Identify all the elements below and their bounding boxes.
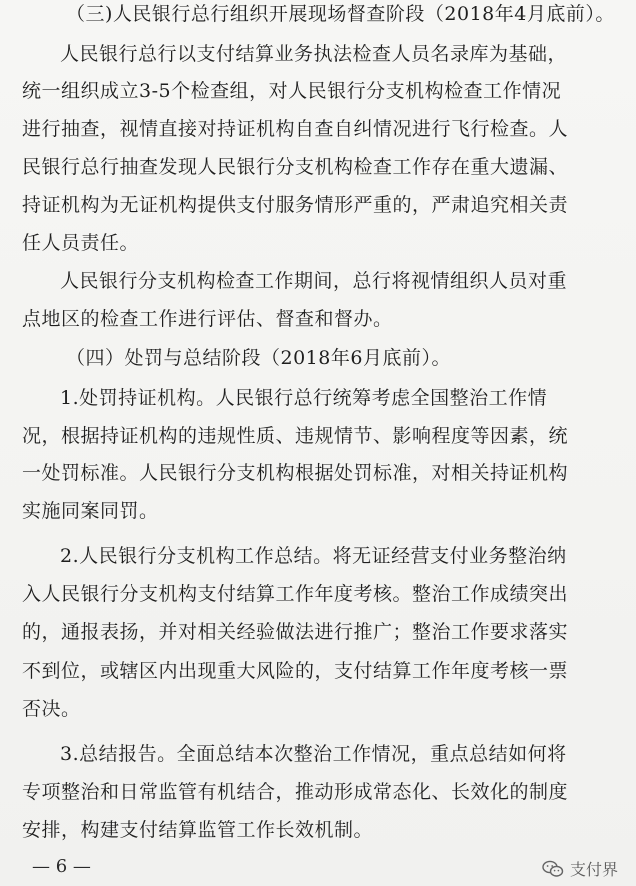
- text-line: 进行抽查，视情直接对持证机构自查自纠情况进行飞行检查。人: [22, 118, 569, 140]
- text-line: 任人员责任。: [22, 232, 140, 254]
- text-line: 入人民银行分支机构支付结算工作年度考核。整治工作成绩突出: [22, 583, 569, 605]
- watermark-label: 支付界: [569, 860, 618, 879]
- text-line: 人民银行分支机构检查工作期间，总行将视情组织人员对重: [60, 270, 568, 292]
- section-heading-4: （四）处罚与总结阶段（2018年6月底前）。: [66, 347, 451, 369]
- text-line: 民银行总行抽查发现人民银行分支机构检查工作存在重大遗漏、: [22, 156, 569, 178]
- text-line: 点地区的检查工作进行评估、督查和督办。: [22, 308, 393, 330]
- text-line: 1.处罚持证机构。人民银行总行统筹考虑全国整治工作情: [60, 387, 548, 409]
- text-line: 人民银行总行以支付结算业务执法检查人员名录库为基础，: [60, 43, 568, 65]
- text-line: 持证机构为无证机构提供支付服务情形严重的，严肃追究相关责: [22, 194, 569, 216]
- text-line: 2.人民银行分支机构工作总结。将无证经营支付业务整治纳: [60, 545, 567, 567]
- text-line: 统一组织成立3-5个检查组，对人民银行分支机构检查工作情况: [22, 80, 562, 102]
- text-line: 安排，构建支付结算监管工作长效机制。: [22, 819, 374, 841]
- text-line: 况，根据持证机构的违规性质、违规情节、影响程度等因素，统: [22, 425, 569, 447]
- page-number: — 6 —: [32, 856, 91, 877]
- watermark: [542, 857, 618, 880]
- text-line: 否决。: [22, 698, 81, 720]
- wechat-icon: [542, 860, 564, 878]
- text-line: 一处罚标准。人民银行分支机构根据处罚标准，对相关持证机构: [22, 462, 569, 484]
- text-line: 实施同案同罚。: [22, 500, 159, 522]
- text-line: 3.总结报告。全面总结本次整治工作情况，重点总结如何将: [60, 743, 567, 765]
- text-line: 不到位，或辖区内出现重大风险的，支付结算工作年度考核一票: [22, 660, 569, 682]
- text-line: 专项整治和日常监管有机结合，推动形成常态化、长效化的制度: [22, 781, 569, 803]
- text-line: 的，通报表扬，并对相关经验做法进行推广；整治工作要求落实: [22, 621, 569, 643]
- section-heading-3: （三)人民银行总行组织开展现场督查阶段（2018年4月底前）。: [66, 3, 615, 25]
